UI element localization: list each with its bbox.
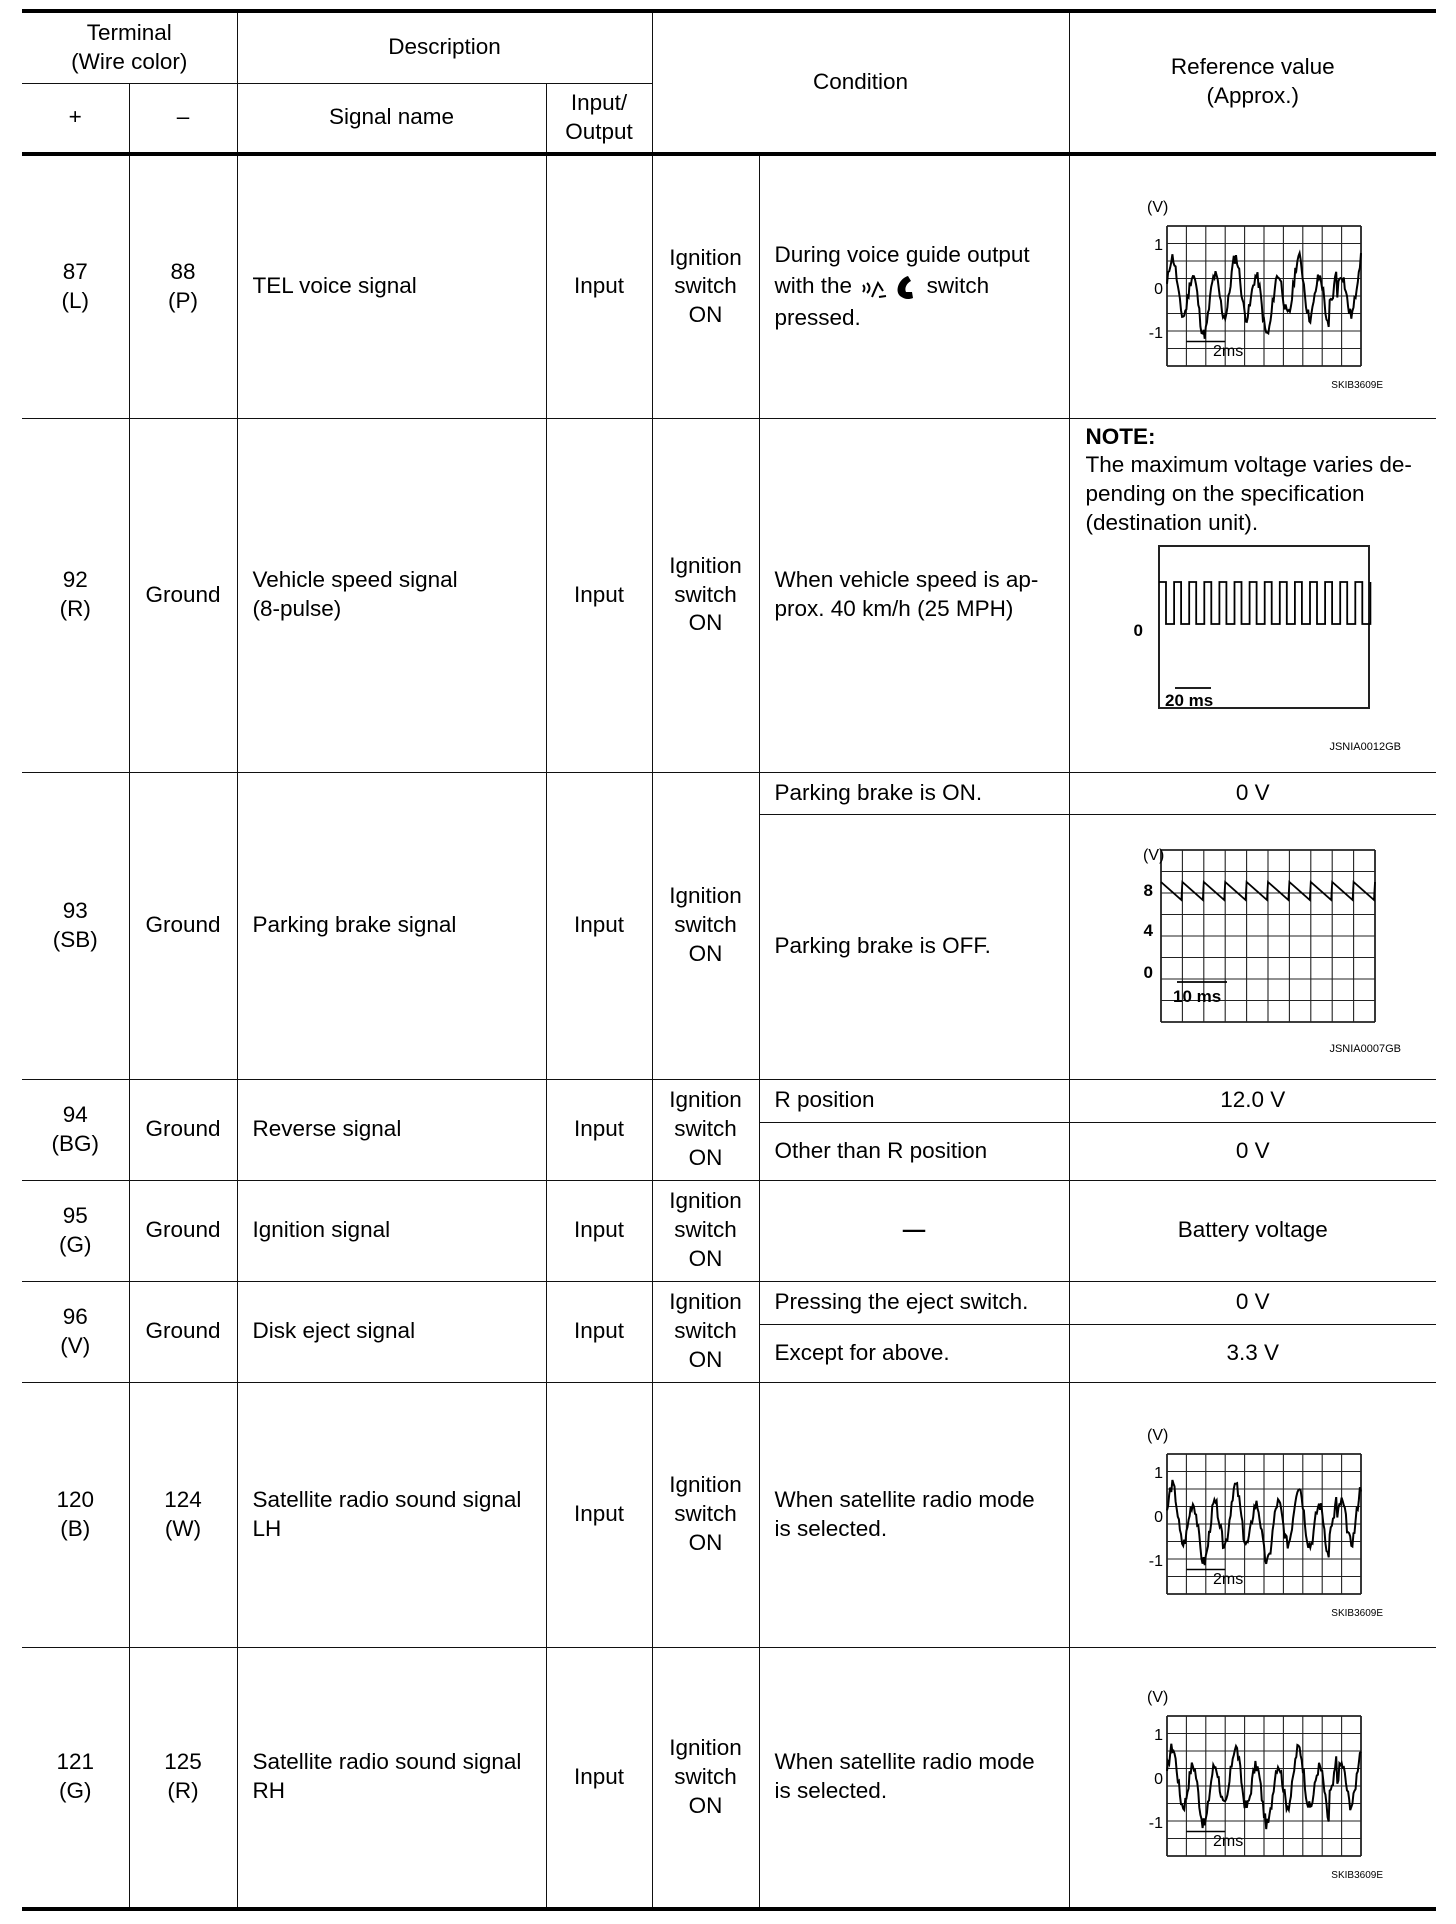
condition-text: — (759, 1180, 1069, 1281)
terminal-plus: 120 (B) (22, 1382, 129, 1647)
header-signal-name: Signal name (237, 83, 546, 154)
ignition-condition: Ignition switch ON (652, 154, 759, 418)
terminal-plus: 93 (SB) (22, 772, 129, 1079)
header-plus: + (22, 83, 129, 154)
wave-tick: 1 (1153, 1727, 1163, 1745)
note-text: The maximum voltage varies de- pending on the specification (destination unit). (1085, 452, 1412, 535)
input-output: Input (546, 1079, 652, 1180)
ignition-condition: Ignition switch ON (652, 772, 759, 1079)
input-output: Input (546, 1382, 652, 1647)
figure-code: SKIB3609E (1331, 1607, 1383, 1619)
input-output: Input (546, 154, 652, 418)
condition-text: Except for above. (759, 1324, 1069, 1382)
terminal-plus: 94 (BG) (22, 1079, 129, 1180)
terminal-plus: 96 (V) (22, 1281, 129, 1382)
condition-text: When satellite radio mode is selected. (759, 1382, 1069, 1647)
condition-fragment: switch (926, 272, 990, 298)
terminal-plus: 87 (L) (22, 154, 129, 418)
terminal-minus: Ground (129, 418, 237, 772)
table-row (22, 1647, 1436, 1909)
note-label: NOTE: (1085, 423, 1156, 449)
ignition-condition: Ignition switch ON (652, 1180, 759, 1281)
signal-name: Disk eject signal (237, 1281, 546, 1382)
condition-line: During voice guide output (774, 241, 1030, 267)
reference-waveform-cell (1069, 814, 1436, 1079)
wave-tick: 1 (1153, 236, 1163, 254)
reference-note-cell (1069, 418, 1436, 772)
wave-time-label: 2ms (1212, 342, 1244, 360)
terminal-minus: 88 (P) (129, 154, 237, 418)
wave-tick: 8 (1143, 880, 1153, 900)
signal-name: Satellite radio sound signal LH (237, 1382, 546, 1647)
condition-text: R position (759, 1079, 1069, 1122)
ignition-condition: Ignition switch ON (652, 418, 759, 772)
header-condition: Condition (652, 11, 1069, 154)
input-output: Input (546, 1647, 652, 1909)
wave-time-label: 2ms (1212, 1833, 1244, 1851)
sawtooth-trace (1161, 882, 1375, 900)
terminal-plus: 95 (G) (22, 1180, 129, 1281)
condition-text: Parking brake is OFF. (759, 814, 1069, 1079)
wave-tick: 1 (1153, 1464, 1163, 1482)
condition-line: pressed. (774, 304, 861, 330)
wave-tick: -1 (1148, 1552, 1163, 1570)
condition-text: When vehicle speed is ap- prox. 40 km/h (25 MPH) (759, 418, 1069, 772)
wave-unit: (V) (1146, 1689, 1169, 1707)
waveform-frame (1159, 546, 1369, 708)
terminal-minus: 124 (W) (129, 1382, 237, 1647)
wave-tick: 0 (1143, 962, 1153, 982)
signal-name: Parking brake signal (237, 772, 546, 1079)
input-output: Input (546, 772, 652, 1079)
condition-fragment: with the (774, 272, 853, 298)
wave-tick: 0 (1153, 1508, 1163, 1526)
wave-time-label: 10 ms (1172, 986, 1221, 1006)
table-row (22, 154, 1436, 418)
terminal-plus: 121 (G) (22, 1647, 129, 1909)
satellite-rh-waveform (1103, 1672, 1403, 1882)
figure-code: SKIB3609E (1331, 379, 1383, 391)
input-output: Input (546, 1180, 652, 1281)
wave-tick: 0 (1153, 1771, 1163, 1789)
figure-code: JSNIA0007GB (1329, 1042, 1401, 1055)
table-row (22, 1281, 1436, 1324)
header-terminal: Terminal (Wire color) (22, 11, 237, 83)
input-output: Input (546, 418, 652, 772)
reference-value: 0 V (1069, 1122, 1436, 1180)
ignition-condition: Ignition switch ON (652, 1382, 759, 1647)
table-row (22, 1180, 1436, 1281)
terminal-plus: 92 (R) (22, 418, 129, 772)
wave-unit: (V) (1146, 198, 1169, 216)
reference-value: Battery voltage (1069, 1180, 1436, 1281)
terminal-minus: Ground (129, 1180, 237, 1281)
condition-text: Pressing the eject switch. (759, 1281, 1069, 1324)
wave-tick: -1 (1148, 1815, 1163, 1833)
ignition-condition: Ignition switch ON (652, 1281, 759, 1382)
terminal-minus: 125 (R) (129, 1647, 237, 1909)
telephone-icon (898, 276, 913, 299)
reference-value: 3.3 V (1069, 1324, 1436, 1382)
signal-name: Satellite radio sound signal RH (237, 1647, 546, 1909)
table-row (22, 1079, 1436, 1122)
wave-time-label: 2ms (1212, 1570, 1244, 1588)
wave-tick: -1 (1148, 324, 1163, 342)
terminal-minus: Ground (129, 772, 237, 1079)
voice-command-icon (858, 270, 920, 304)
figure-code: JSNIA0012GB (1329, 740, 1401, 753)
condition-text: Parking brake is ON. (759, 772, 1069, 814)
table-row (22, 1382, 1436, 1647)
reference-value: 12.0 V (1069, 1079, 1436, 1122)
figure-code: SKIB3609E (1331, 1870, 1383, 1882)
wave-tick: 0 (1133, 620, 1143, 640)
terminal-minus: Ground (129, 1079, 237, 1180)
signal-name: TEL voice signal (237, 154, 546, 418)
condition-text (759, 154, 1069, 418)
reference-value: 0 V (1069, 772, 1436, 814)
satellite-lh-waveform (1103, 1410, 1403, 1620)
wave-unit: (V) (1142, 846, 1165, 864)
header-reference-value: Reference value (Approx.) (1069, 11, 1436, 154)
wave-unit: (V) (1146, 1426, 1169, 1444)
input-output: Input (546, 1281, 652, 1382)
condition-text: When satellite radio mode is selected. (759, 1647, 1069, 1909)
terminal-reference-table (22, 9, 1436, 1911)
reference-waveform-cell (1069, 1647, 1436, 1909)
signal-name: Reverse signal (237, 1079, 546, 1180)
wave-tick: 0 (1153, 280, 1163, 298)
pulse-trace (1159, 582, 1370, 624)
parking-brake-waveform (1103, 836, 1403, 1058)
table-row (22, 418, 1436, 772)
condition-text: Other than R position (759, 1122, 1069, 1180)
table-row (22, 772, 1436, 814)
wave-tick: 4 (1143, 920, 1153, 940)
header-minus: – (129, 83, 237, 154)
signal-name: Ignition signal (237, 1180, 546, 1281)
reference-waveform-cell (1069, 1382, 1436, 1647)
signal-name: Vehicle speed signal (8-pulse) (237, 418, 546, 772)
voice-waveform (1103, 182, 1403, 392)
wave-time-label: 20 ms (1164, 690, 1213, 710)
header-input-output: Input/ Output (546, 83, 652, 154)
vehicle-speed-pulse-waveform (1103, 538, 1403, 756)
reference-waveform-cell (1069, 154, 1436, 418)
ignition-condition: Ignition switch ON (652, 1647, 759, 1909)
reference-value: 0 V (1069, 1281, 1436, 1324)
ignition-condition: Ignition switch ON (652, 1079, 759, 1180)
condition-line (775, 270, 1063, 304)
header-description: Description (237, 11, 652, 83)
terminal-minus: Ground (129, 1281, 237, 1382)
